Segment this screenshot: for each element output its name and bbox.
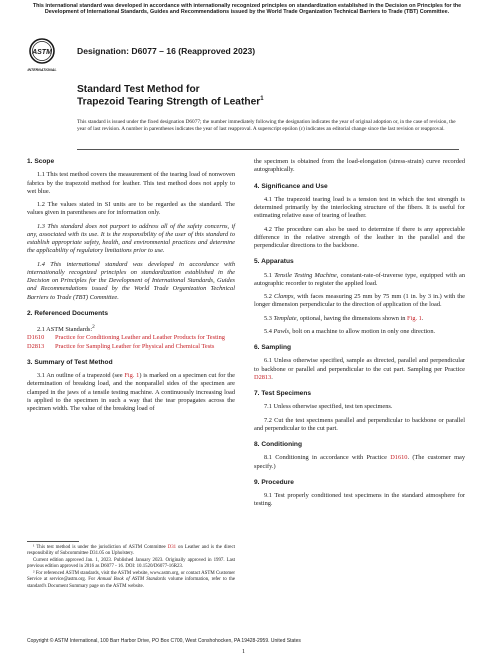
footnote-2-a: ² For referenced ASTM standards, visit the ASTM website, www.astm.org, or contact ASTM Customer Service at service@astm.org. For [27,571,235,583]
section-heading-apparatus: 5. Apparatus [254,258,294,266]
para-9-1: 9.1 Test properly conditioned test specimens in the standard atmosphere for testing. [254,492,465,508]
para-5-4-text: bolt on a machine to allow motion in only one direction. [290,327,436,335]
para-3-1-b: ) is marked on a specimen cut for the determination of breaking load, and the nonparallel sides of the specimen are clamped in the jaws of a tensile testing machine. A continuously increasing load is applied to the specimen in such a way that the tear propagates across the specimen width. The value of the breaking load of [27,372,235,413]
para-5-4-term: Pawls, [273,327,291,335]
reference-link-d1610[interactable]: D1610 [390,454,408,462]
para-1-3 [27,223,235,256]
reference-d2813[interactable] [27,343,235,351]
reference-title[interactable]: Practice for Conditioning Leather and Leather Products for Testing [55,334,225,342]
reference-title[interactable]: Practice for Sampling Leather for Physical and Chemical Tests [55,342,215,350]
reference-d1610[interactable] [27,334,235,342]
section-heading-procedure: 9. Procedure [254,478,294,486]
para-4-1: 4.1 The trapezoid tearing load is a tension test in which the test strength is determined primarily by the interlocking structure of the fibers. It is useful for estimating relative ease of tearing of leather. [254,195,465,220]
section-heading-summary: 3. Summary of Test Method [27,358,113,366]
para-5-3-end: . [421,314,424,322]
title-line-2 [77,96,264,107]
left-column [27,158,235,413]
figure-link[interactable]: Fig. 1 [407,314,422,322]
para-5-2-text: with faces measuring 25 mm by 75 mm (1 in. by 3 in.) with the longer dimension perpendicular to the direction of application of the load. [254,293,465,309]
section-heading-referenced-documents: 2. Referenced Documents [27,309,108,317]
para-5-2-num: 5.2 [264,293,275,300]
reference-link-d2813[interactable]: D2813 [254,373,272,381]
section-heading-test-specimens: 7. Test Specimens [254,390,312,397]
para-5-3-text: optional, having the dimensions shown in [298,314,408,322]
para-5-2 [254,293,465,310]
para-3-1-continued: the specimen is obtained from the load-elongation (stress-strain) curve recorded autographically. [254,158,465,174]
para-8-1 [254,454,465,471]
logo-subtext: INTERNATIONAL [27,68,57,72]
para-7-2: 7.2 Cut the test specimens parallel and perpendicular to backbone or parallel and perpendicular to the cut part. [254,416,465,432]
para-5-3-num: 5.3 [264,314,274,322]
top-notice: This international standard was developed in accordance with internationally recognized principles on standardization established in the Decision on Principles for the Development of International Standards, Guides and Recommendations issued by the World Trade Organization Technical Barriers to Trade (TBT) Committee. [32,3,462,16]
designation: Designation: D6077 – 16 (Reapproved 2023) [77,46,256,56]
para-5-1 [254,272,465,289]
title-footnote-mark: 1 [260,96,264,102]
footnotes [27,545,235,591]
para-5-3 [254,315,465,323]
para-1-2: 1.2 The values stated in SI units are to be regarded as the standard. The values given in parentheses are for information only. [27,201,235,217]
divider [77,149,459,150]
footnote-2-b: volume information, refer to the standard's Document Summary page on the ASTM website. [27,577,236,589]
logo-text: ASTM [32,49,52,56]
para-2-1-sup: 2 [92,324,95,330]
reference-code[interactable]: D2813 [27,342,45,350]
para-2-1-text: 2.1 ASTM Standards: [37,326,93,334]
footnote-1 [27,545,235,557]
para-7-1: 7.1 Unless otherwise specified, test ten specimens. [264,403,393,411]
astm-logo-icon [27,37,61,75]
footnote-1-edition: Current edition approved Jan. 1, 2023. Published January 2023. Originally approved in 1997. Last previous edition approved in 2016 as D6077 - 16. DOI: 10.1520/D6077-16R23. [27,558,235,570]
para-5-4-num: 5.4 [264,327,274,335]
para-5-3-term: Template, [273,314,299,322]
para-2-1 [27,323,235,334]
para-8-1-end: . (The customer may specify.) [254,454,466,470]
reference-code[interactable]: D1610 [27,334,45,342]
page-number: 1 [242,648,246,655]
section-heading-scope: 1. Scope [27,158,55,165]
issued-note: This standard is issued under the fixed designation D6077; the number immediately following the designation indicates the year of original adoption or, in the case of revision, the year of last revision. A number in parentheses indicates the year of last reapproval. A superscript epsilon (ε) indicates an editorial change since the last revision or reapproval. [77,119,456,132]
para-5-1-num: 5.1 [264,271,275,279]
para-4-2: 4.2 The procedure can also be used to determine if there is any appreciable difference in the relative strength of the leather in the parallel and the perpendicular directions to the backbone. [254,225,465,249]
section-heading-sampling: 6. Sampling [254,344,292,351]
title-text: Trapezoid Tearing Strength of Leather [77,96,261,108]
figure-link[interactable]: Fig. 1 [124,372,140,380]
section-heading-conditioning: 8. Conditioning [254,441,302,448]
footnote-divider [27,541,79,542]
para-3-1 [27,372,235,413]
para-1-3-text: 1.3 This standard does not purport to address all of the safety concerns, if any, associated with its use. It is the responsibility of the user of this standard to establish appropriate safety, health, and environmental practices and determine the applicability of regulatory limitations prior to use. [27,222,235,255]
footnote-2 [27,571,235,589]
para-1-4-text: 1.4 This international standard was developed in accordance with internationally recognized principles on standardization established in the Decision on Principles for the Development of International Standards, Guides and Recommendations issued by the World Trade Organization Technical Barriers to Trade (TBT) Committee. [27,260,235,301]
footnote-2-italic: Annual Book of ASTM Standards [97,577,166,583]
section-heading-significance: 4. Significance and Use [254,182,328,190]
para-5-1-text: constant-rate-of-traverse type, equipped with an autographic recorder to register the applied load. [254,271,465,287]
para-5-4 [254,328,465,336]
para-6-1 [254,357,465,382]
para-5-2-term: Clamps, [274,293,296,300]
footnote-1-a: ¹ This test method is under the jurisdiction of ASTM Committee [33,545,168,550]
committee-link[interactable]: D31 [167,545,177,550]
right-column [254,158,465,509]
title-line-1: Standard Test Method for [77,84,200,95]
para-8-1-text: 8.1 Conditioning in accordance with Practice [264,454,391,462]
copyright: Copyright © ASTM International, 100 Barr Harbor Drive, PO Box C700, West Conshohocken, PA 19428-2959. United States [27,638,301,644]
para-1-1: 1.1 This test method covers the measurement of the tearing load of nonwoven fabrics by the trapezoid method for leather. This test method does not apply to wet blue. [27,171,235,195]
footnote-1-b: on Leather and is the direct responsibility of Subcommittee D31.05 on Upholstery. [27,545,235,557]
para-6-1-end: . [271,373,273,381]
para-6-1-text: 6.1 Unless otherwise specified, sample as directed, parallel and perpendicular to backbone or parallel and perpendicular to the cut part. Sampling per Practice [254,357,465,373]
para-1-4 [27,261,235,302]
para-5-1-term: Tensile Testing Machine, [274,271,339,279]
para-3-1-a: 3.1 An outline of a trapezoid (see [37,372,125,380]
